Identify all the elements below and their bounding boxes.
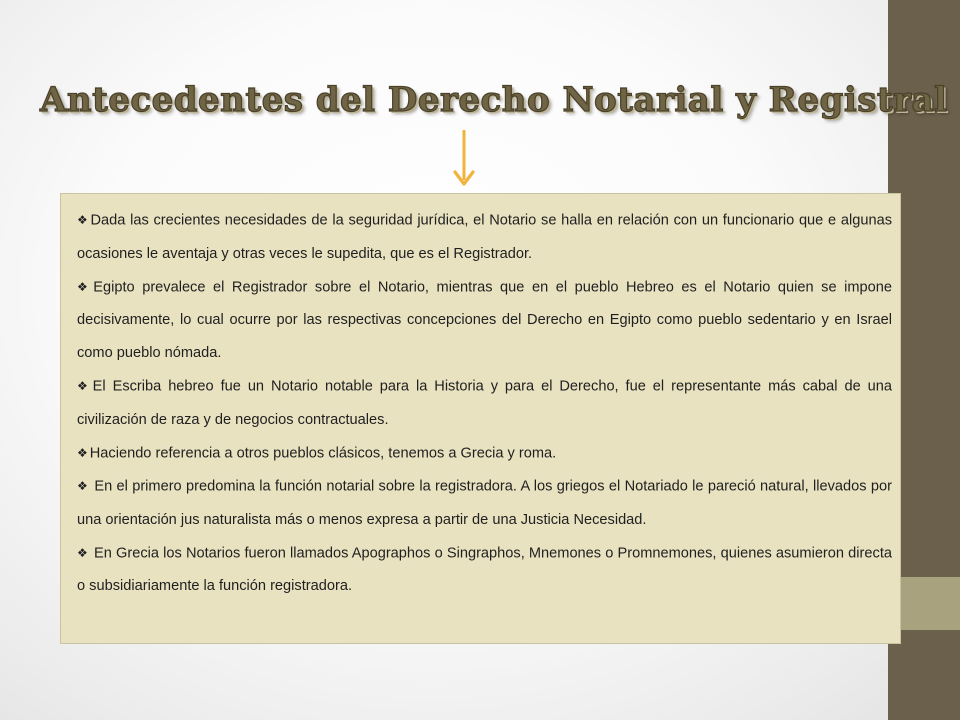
- bullet-item: [77, 204, 892, 271]
- arrow-down-icon: [452, 130, 476, 188]
- bullet-item: [77, 470, 892, 537]
- diamond-bullet-icon: ❖: [77, 279, 92, 294]
- bullet-text: Haciendo referencia a otros pueblos clásicos, tenemos a Grecia y roma.: [89, 445, 557, 461]
- diamond-bullet-icon: ❖: [77, 545, 88, 560]
- diamond-bullet-icon: ❖: [77, 213, 89, 227]
- slide-title: Antecedentes del Derecho Notarial y Registral: [40, 80, 948, 120]
- bullet-text: El Escriba hebreo fue un Notario notable para la Historia y para el Derecho, fue el representante más cabal de una civilización de raza y de negocios contractuales.: [77, 378, 892, 428]
- bullet-text: Egipto prevalece el Registrador sobre el Notario, mientras que en el pueblo Hebreo es el Notario quien se impone decisivamente, lo cual ocurre por las respectivas concepciones del Derecho en Egipto como pueblo sedentario y en Israel como pueblo nómada.: [77, 279, 892, 361]
- bullet-text: Dada las crecientes necesidades de la seguridad jurídica, el Notario se halla en relación con un funcionario que e algunas ocasiones le aventaja y otras veces le supedita, que es el Registrador.: [77, 212, 893, 262]
- bullet-text: En Grecia los Notarios fueron llamados Apographos o Singraphos, Mnemones o Promnemones, quienes asumieron directa o subsidiariamente la función registradora.: [77, 545, 892, 594]
- bullet-item: [77, 370, 892, 437]
- bullet-text: En el primero predomina la función notarial sobre la registradora. A los griegos el Notariado le pareció natural, llevados por una orientación jus naturalista más o menos expresa a partir de una Justicia Necesidad.: [77, 478, 892, 528]
- diamond-bullet-icon: ❖: [77, 379, 91, 393]
- bullet-item: [77, 271, 892, 371]
- bullet-item: [77, 437, 892, 471]
- diamond-bullet-icon: ❖: [77, 479, 89, 493]
- content-box: [60, 193, 901, 644]
- diamond-bullet-icon: ❖: [77, 445, 88, 460]
- bullet-item: [77, 537, 892, 604]
